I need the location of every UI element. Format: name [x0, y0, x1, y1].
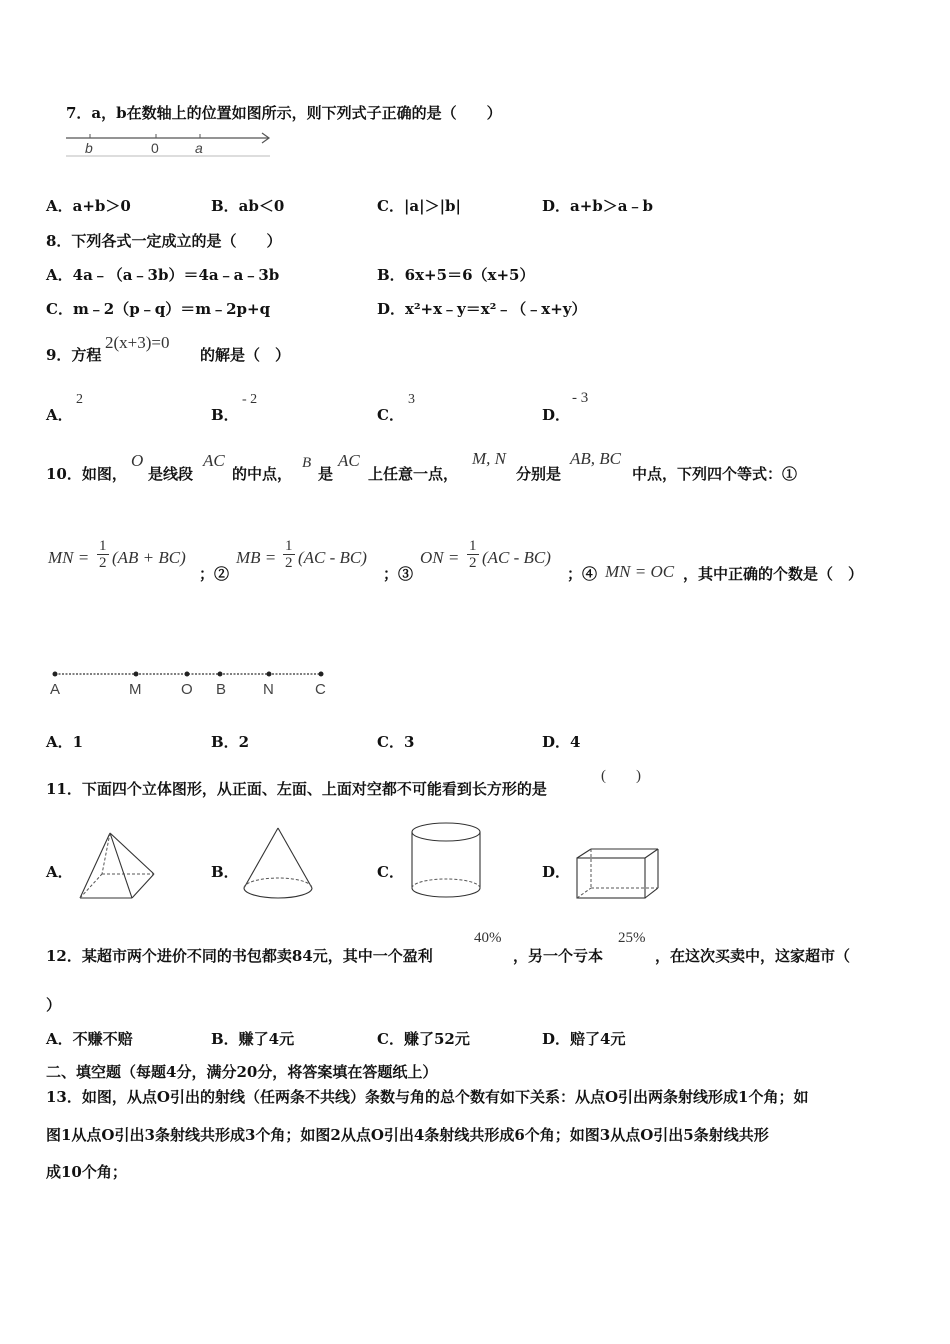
- q10-label-a: A: [50, 681, 61, 698]
- section-2-title: 二、填空题（每题4分，满分20分，将答案填在答题纸上）: [46, 1063, 438, 1081]
- q11-option-a[interactable]: A．: [46, 863, 73, 881]
- q10-eq2-left: MB =: [236, 548, 277, 567]
- q12-option-c[interactable]: C．赚了52元: [377, 1030, 470, 1048]
- q9-option-a-value: 2: [76, 392, 83, 407]
- q7-option-a[interactable]: A．a+b＞0: [46, 197, 131, 215]
- q10-option-b[interactable]: B．2: [211, 733, 250, 751]
- q12-option-a[interactable]: A．不赚不赔: [46, 1030, 133, 1048]
- q10-eq1-half-den: 2: [99, 555, 107, 571]
- q10-sep-3: ；③: [383, 565, 414, 583]
- q10-eq2-half: [283, 538, 295, 571]
- q9-option-b[interactable]: B．: [211, 406, 239, 424]
- q10-eq3-right: (AC - BC): [482, 548, 551, 567]
- q11-option-c[interactable]: C．: [377, 863, 404, 881]
- q10-label-m: M: [129, 681, 142, 698]
- q7-axis-label-b: b: [85, 140, 93, 156]
- q10-label-n: N: [263, 681, 274, 698]
- pyramid-icon: [76, 830, 158, 902]
- q10-eq1-half-num: 1: [99, 538, 107, 554]
- q13-line-2: 图1从点O引出3条射线共形成3个角；如图2从点O引出4条射线共形成6个角；如图3从点O引出5条射线共形: [46, 1126, 769, 1144]
- q10-eq3-half: [467, 538, 479, 571]
- q10-eq1-left: MN =: [48, 548, 90, 567]
- q10-stem-part-1: 10．如图，: [46, 465, 127, 483]
- q9-option-d[interactable]: D．: [542, 406, 571, 424]
- q12-loss-percent: 25%: [618, 930, 646, 946]
- q7-axis-label-zero: 0: [151, 140, 159, 156]
- q10-eq1-half: [97, 538, 109, 571]
- q10-points-mn: M, N: [472, 449, 506, 468]
- q10-eq4: MN = OC: [605, 562, 675, 581]
- q12-close-paren: ）: [46, 996, 62, 1014]
- q10-label-c: C: [315, 681, 326, 698]
- q11-stem: 11．下面四个立体图形，从正面、左面、上面对空都不可能看到长方形的是: [46, 780, 547, 798]
- q10-eq2-half-den: 2: [285, 555, 293, 571]
- q12-stem-a: 12．某超市两个进价不同的书包都卖84元，其中一个盈利: [46, 947, 433, 965]
- q10-eq1-right: (AB + BC): [112, 548, 186, 567]
- q9-option-c-value: 3: [408, 392, 415, 407]
- q10-stem-part-7: 中点，下列四个等式：①: [632, 465, 798, 483]
- q11-option-b[interactable]: B．: [211, 863, 239, 881]
- q10-option-c[interactable]: C．3: [377, 733, 415, 751]
- q10-sep-4: ；④: [567, 565, 598, 583]
- q7-option-b[interactable]: B．ab＜0: [211, 197, 285, 215]
- q10-point-o: O: [131, 451, 144, 470]
- q10-segments-ab-bc: AB, BC: [570, 449, 621, 468]
- q8-stem: 8．下列各式一定成立的是（ ）: [46, 232, 282, 250]
- q10-segment-ac-2: AC: [338, 451, 360, 470]
- q10-label-b: B: [216, 681, 227, 698]
- q7-option-c[interactable]: C．|a|＞|b|: [377, 197, 461, 215]
- q7-stem: 7．a，b在数轴上的位置如图所示，则下列式子正确的是（ ）: [66, 104, 502, 122]
- cuboid-icon: [574, 846, 662, 902]
- q9-stem-post: 的解是（ ）: [200, 346, 291, 364]
- q12-option-b[interactable]: B．赚了4元: [211, 1030, 295, 1048]
- q9-stem-pre: 9．方程: [46, 346, 102, 364]
- q10-stem-tail: ，其中正确的个数是（ ）: [683, 565, 864, 583]
- q10-label-o: O: [181, 681, 193, 698]
- q9-option-b-value: - 2: [242, 392, 258, 407]
- q9-equation: 2(x+3)=0: [105, 333, 170, 352]
- q10-point-b: B: [302, 455, 312, 471]
- q10-stem-part-4: 是: [318, 465, 334, 483]
- q10-eq3-left: ON =: [420, 548, 460, 567]
- q8-option-a[interactable]: A．4a﹣（a﹣3b）＝4a﹣a﹣3b: [46, 266, 280, 284]
- q8-option-b[interactable]: B．6x+5＝6（x+5）: [377, 266, 535, 284]
- q7-axis-label-a: a: [195, 140, 203, 156]
- q12-stem-c: ，在这次买卖中，这家超市（: [655, 947, 851, 965]
- q12-profit-percent: 40%: [474, 930, 502, 946]
- q8-option-c[interactable]: C．m﹣2（p﹣q）＝m﹣2p+q: [46, 300, 271, 318]
- q7-option-d[interactable]: D．a+b＞a﹣b: [542, 197, 653, 215]
- q10-eq3-half-den: 2: [469, 555, 477, 571]
- q10-eq2-half-num: 1: [285, 538, 293, 554]
- q9-option-c[interactable]: C．: [377, 406, 404, 424]
- q13-line-3: 成10个角；: [46, 1163, 127, 1181]
- q10-segment-figure: [50, 668, 340, 682]
- cylinder-icon: [408, 822, 484, 902]
- q10-eq3-half-num: 1: [469, 538, 477, 554]
- q7-number-line: [66, 128, 276, 160]
- q10-stem-part-6: 分别是: [516, 465, 562, 483]
- q10-eq2-right: (AC - BC): [298, 548, 367, 567]
- cone-icon: [240, 826, 316, 902]
- q12-option-d[interactable]: D．赔了4元: [542, 1030, 626, 1048]
- q12-stem-b: ，另一个亏本: [513, 947, 604, 965]
- q10-segment-ac: AC: [203, 451, 225, 470]
- q10-option-a[interactable]: A．1: [46, 733, 84, 751]
- q10-stem-part-2: 是线段: [148, 465, 194, 483]
- q9-option-a[interactable]: A．: [46, 406, 73, 424]
- q9-option-d-value: - 3: [572, 390, 589, 406]
- q11-option-d[interactable]: D．: [542, 863, 571, 881]
- q13-line-1: 13．如图，从点O引出的射线（任两条不共线）条数与角的总个数有如下关系：从点O引出两条射线形成1个角；如: [46, 1088, 809, 1106]
- q10-stem-part-3: 的中点，: [232, 465, 293, 483]
- q11-paren: ( ): [601, 768, 641, 784]
- q10-sep-2: ；②: [199, 565, 230, 583]
- q10-stem-part-5: 上任意一点，: [368, 465, 459, 483]
- q10-option-d[interactable]: D．4: [542, 733, 581, 751]
- q8-option-d[interactable]: D．x²+x﹣y＝x²﹣（﹣x+y）: [377, 300, 587, 318]
